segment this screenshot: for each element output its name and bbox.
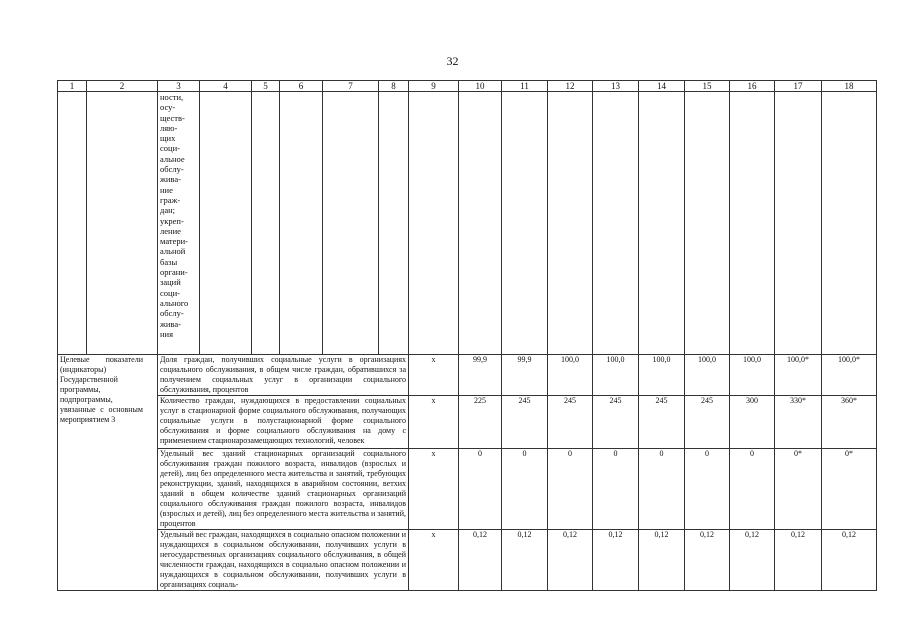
value-cell: 0,12 xyxy=(593,530,639,591)
text-fragment: обслу- xyxy=(160,308,184,319)
empty-cell xyxy=(593,92,639,355)
value-cell: 245 xyxy=(639,396,685,449)
text-fragment: щих xyxy=(160,133,176,144)
value-cell: 245 xyxy=(548,396,593,449)
text-fragment: жива- xyxy=(160,318,181,329)
value-cell: 0 xyxy=(548,449,593,530)
empty-cell xyxy=(685,92,730,355)
value-cell: 100,0* xyxy=(775,355,822,396)
text-fragment: осу- xyxy=(160,102,176,113)
value-cell: 0,12 xyxy=(775,530,822,591)
indicator-row xyxy=(58,396,877,449)
value-cell: 99,9 xyxy=(459,355,502,396)
page-number: 32 xyxy=(446,54,459,68)
empty-cell xyxy=(87,92,158,355)
value-cell: 0 xyxy=(685,449,730,530)
empty-cell xyxy=(323,92,379,355)
value-cell: 0 xyxy=(502,449,548,530)
value-cell: 360* xyxy=(822,396,877,449)
value-cell: 0,12 xyxy=(548,530,593,591)
empty-cell xyxy=(548,92,593,355)
value-cell: х xyxy=(409,355,459,396)
text-fragment: альное xyxy=(160,153,185,164)
empty-cell xyxy=(639,92,685,355)
value-cell: 100,0* xyxy=(822,355,877,396)
empty-cell xyxy=(58,92,87,355)
value-cell: 0 xyxy=(730,449,775,530)
header-cell: 4 xyxy=(200,81,252,92)
empty-cell xyxy=(459,92,502,355)
value-cell: 245 xyxy=(593,396,639,449)
value-cell: 330* xyxy=(775,396,822,449)
header-cell: 12 xyxy=(548,81,593,92)
text-fragment: альной xyxy=(160,246,186,257)
indicator-name: Доля граждан, получивших социальные услуги в организациях социального обслуживания, в общем числе граждан, обратившихся за получением социальных услуг в организации социального обслуживания, процентов xyxy=(158,355,409,396)
text-fragment: укреп- xyxy=(160,215,184,226)
indicator-row xyxy=(58,449,877,530)
text-fragment: ния xyxy=(160,328,174,339)
value-cell: 100,0 xyxy=(548,355,593,396)
indicator-row xyxy=(58,530,877,591)
empty-cell xyxy=(379,92,409,355)
text-fragment: обслу- xyxy=(160,164,184,175)
text-fragment: заций xyxy=(160,277,181,288)
header-cell: 16 xyxy=(730,81,775,92)
empty-cell xyxy=(252,92,280,355)
value-cell: 245 xyxy=(685,396,730,449)
indicator-name: Удельный вес граждан, находящихся в социально опасном положении и нуждающихся в социальном обслуживании, получивших услуги в негосударственных организациях социального обслуживания, в общей численности граждан, находящихся в социально опасном положении и нуждающихся в социальном обслуживании, получивших услуги в организациях социаль- xyxy=(158,530,409,591)
header-cell: 2 xyxy=(87,81,158,92)
activity-description-cell xyxy=(158,92,200,355)
text-fragment: матери- xyxy=(160,236,188,247)
text-fragment: ального xyxy=(160,297,189,308)
header-cell: 10 xyxy=(459,81,502,92)
header-cell: 9 xyxy=(409,81,459,92)
text-fragment: ности, xyxy=(160,92,184,102)
value-cell: 99,9 xyxy=(502,355,548,396)
value-cell: 0,12 xyxy=(459,530,502,591)
value-cell: х xyxy=(409,396,459,449)
text-fragment: ществ- xyxy=(160,112,185,123)
continuation-row xyxy=(58,92,877,355)
text-fragment: соци- xyxy=(160,143,180,154)
header-cell: 11 xyxy=(502,81,548,92)
value-cell: 0* xyxy=(775,449,822,530)
text-fragment: базы xyxy=(160,256,178,267)
value-cell: 0,12 xyxy=(502,530,548,591)
empty-cell xyxy=(200,92,252,355)
header-cell: 8 xyxy=(379,81,409,92)
empty-cell xyxy=(730,92,775,355)
header-cell: 1 xyxy=(58,81,87,92)
header-cell: 3 xyxy=(158,81,200,92)
header-cell: 5 xyxy=(252,81,280,92)
text-fragment: соци- xyxy=(160,287,180,298)
value-cell: х xyxy=(409,530,459,591)
empty-cell xyxy=(775,92,822,355)
value-cell: 245 xyxy=(502,396,548,449)
value-cell: 300 xyxy=(730,396,775,449)
value-cell: х xyxy=(409,449,459,530)
value-cell: 225 xyxy=(459,396,502,449)
header-cell: 14 xyxy=(639,81,685,92)
value-cell: 100,0 xyxy=(685,355,730,396)
header-cell: 13 xyxy=(593,81,639,92)
empty-cell xyxy=(502,92,548,355)
text-fragment: ляю- xyxy=(160,122,178,133)
header-row xyxy=(58,81,877,92)
text-fragment: ление xyxy=(160,225,181,236)
value-cell: 0,12 xyxy=(730,530,775,591)
value-cell: 0 xyxy=(459,449,502,530)
value-cell: 0 xyxy=(593,449,639,530)
value-cell: 0* xyxy=(822,449,877,530)
header-cell: 15 xyxy=(685,81,730,92)
value-cell: 0,12 xyxy=(822,530,877,591)
header-cell: 17 xyxy=(775,81,822,92)
program-table xyxy=(57,80,877,591)
empty-cell xyxy=(280,92,323,355)
text-fragment: дан; xyxy=(160,205,176,216)
indicator-name: Удельный вес зданий стационарных организаций социального обслуживания граждан пожилого возраста, инвалидов (взрослых и детей), лиц без определенного места жительства и занятий, требующих реконструкции, зданий, находящихся в аварийном состоянии, ветхих зданий в общем количестве зданий стационарных организаций социального обслуживания граждан пожилого возраста, инвалидов (взрослых и детей), лиц без определенного места жительства и занятий, процентов xyxy=(158,449,409,530)
value-cell: 100,0 xyxy=(593,355,639,396)
indicator-row xyxy=(58,355,877,396)
text-fragment: ние xyxy=(160,184,173,195)
text-fragment: жива- xyxy=(160,174,181,185)
header-cell: 6 xyxy=(280,81,323,92)
empty-cell xyxy=(409,92,459,355)
group-label: Целевые показатели (индикаторы) Государственной программы, подпрограммы, увязанные с основным мероприятием 3 xyxy=(58,355,158,591)
indicator-name: Количество граждан, нуждающихся в предоставлении социальных услуг в стационарной форме социального обслуживания, получающих социальные услуги в полустационарной форме социального обслуживания и форме социального обслуживания на дому с применением стационарозамещающих технологий, человек xyxy=(158,396,409,449)
text-fragment: органи- xyxy=(160,267,188,278)
header-cell: 7 xyxy=(323,81,379,92)
value-cell: 0,12 xyxy=(639,530,685,591)
text-fragment: граж- xyxy=(160,194,181,205)
header-cell: 18 xyxy=(822,81,877,92)
value-cell: 0 xyxy=(639,449,685,530)
value-cell: 100,0 xyxy=(730,355,775,396)
empty-cell xyxy=(822,92,877,355)
value-cell: 100,0 xyxy=(639,355,685,396)
value-cell: 0,12 xyxy=(685,530,730,591)
